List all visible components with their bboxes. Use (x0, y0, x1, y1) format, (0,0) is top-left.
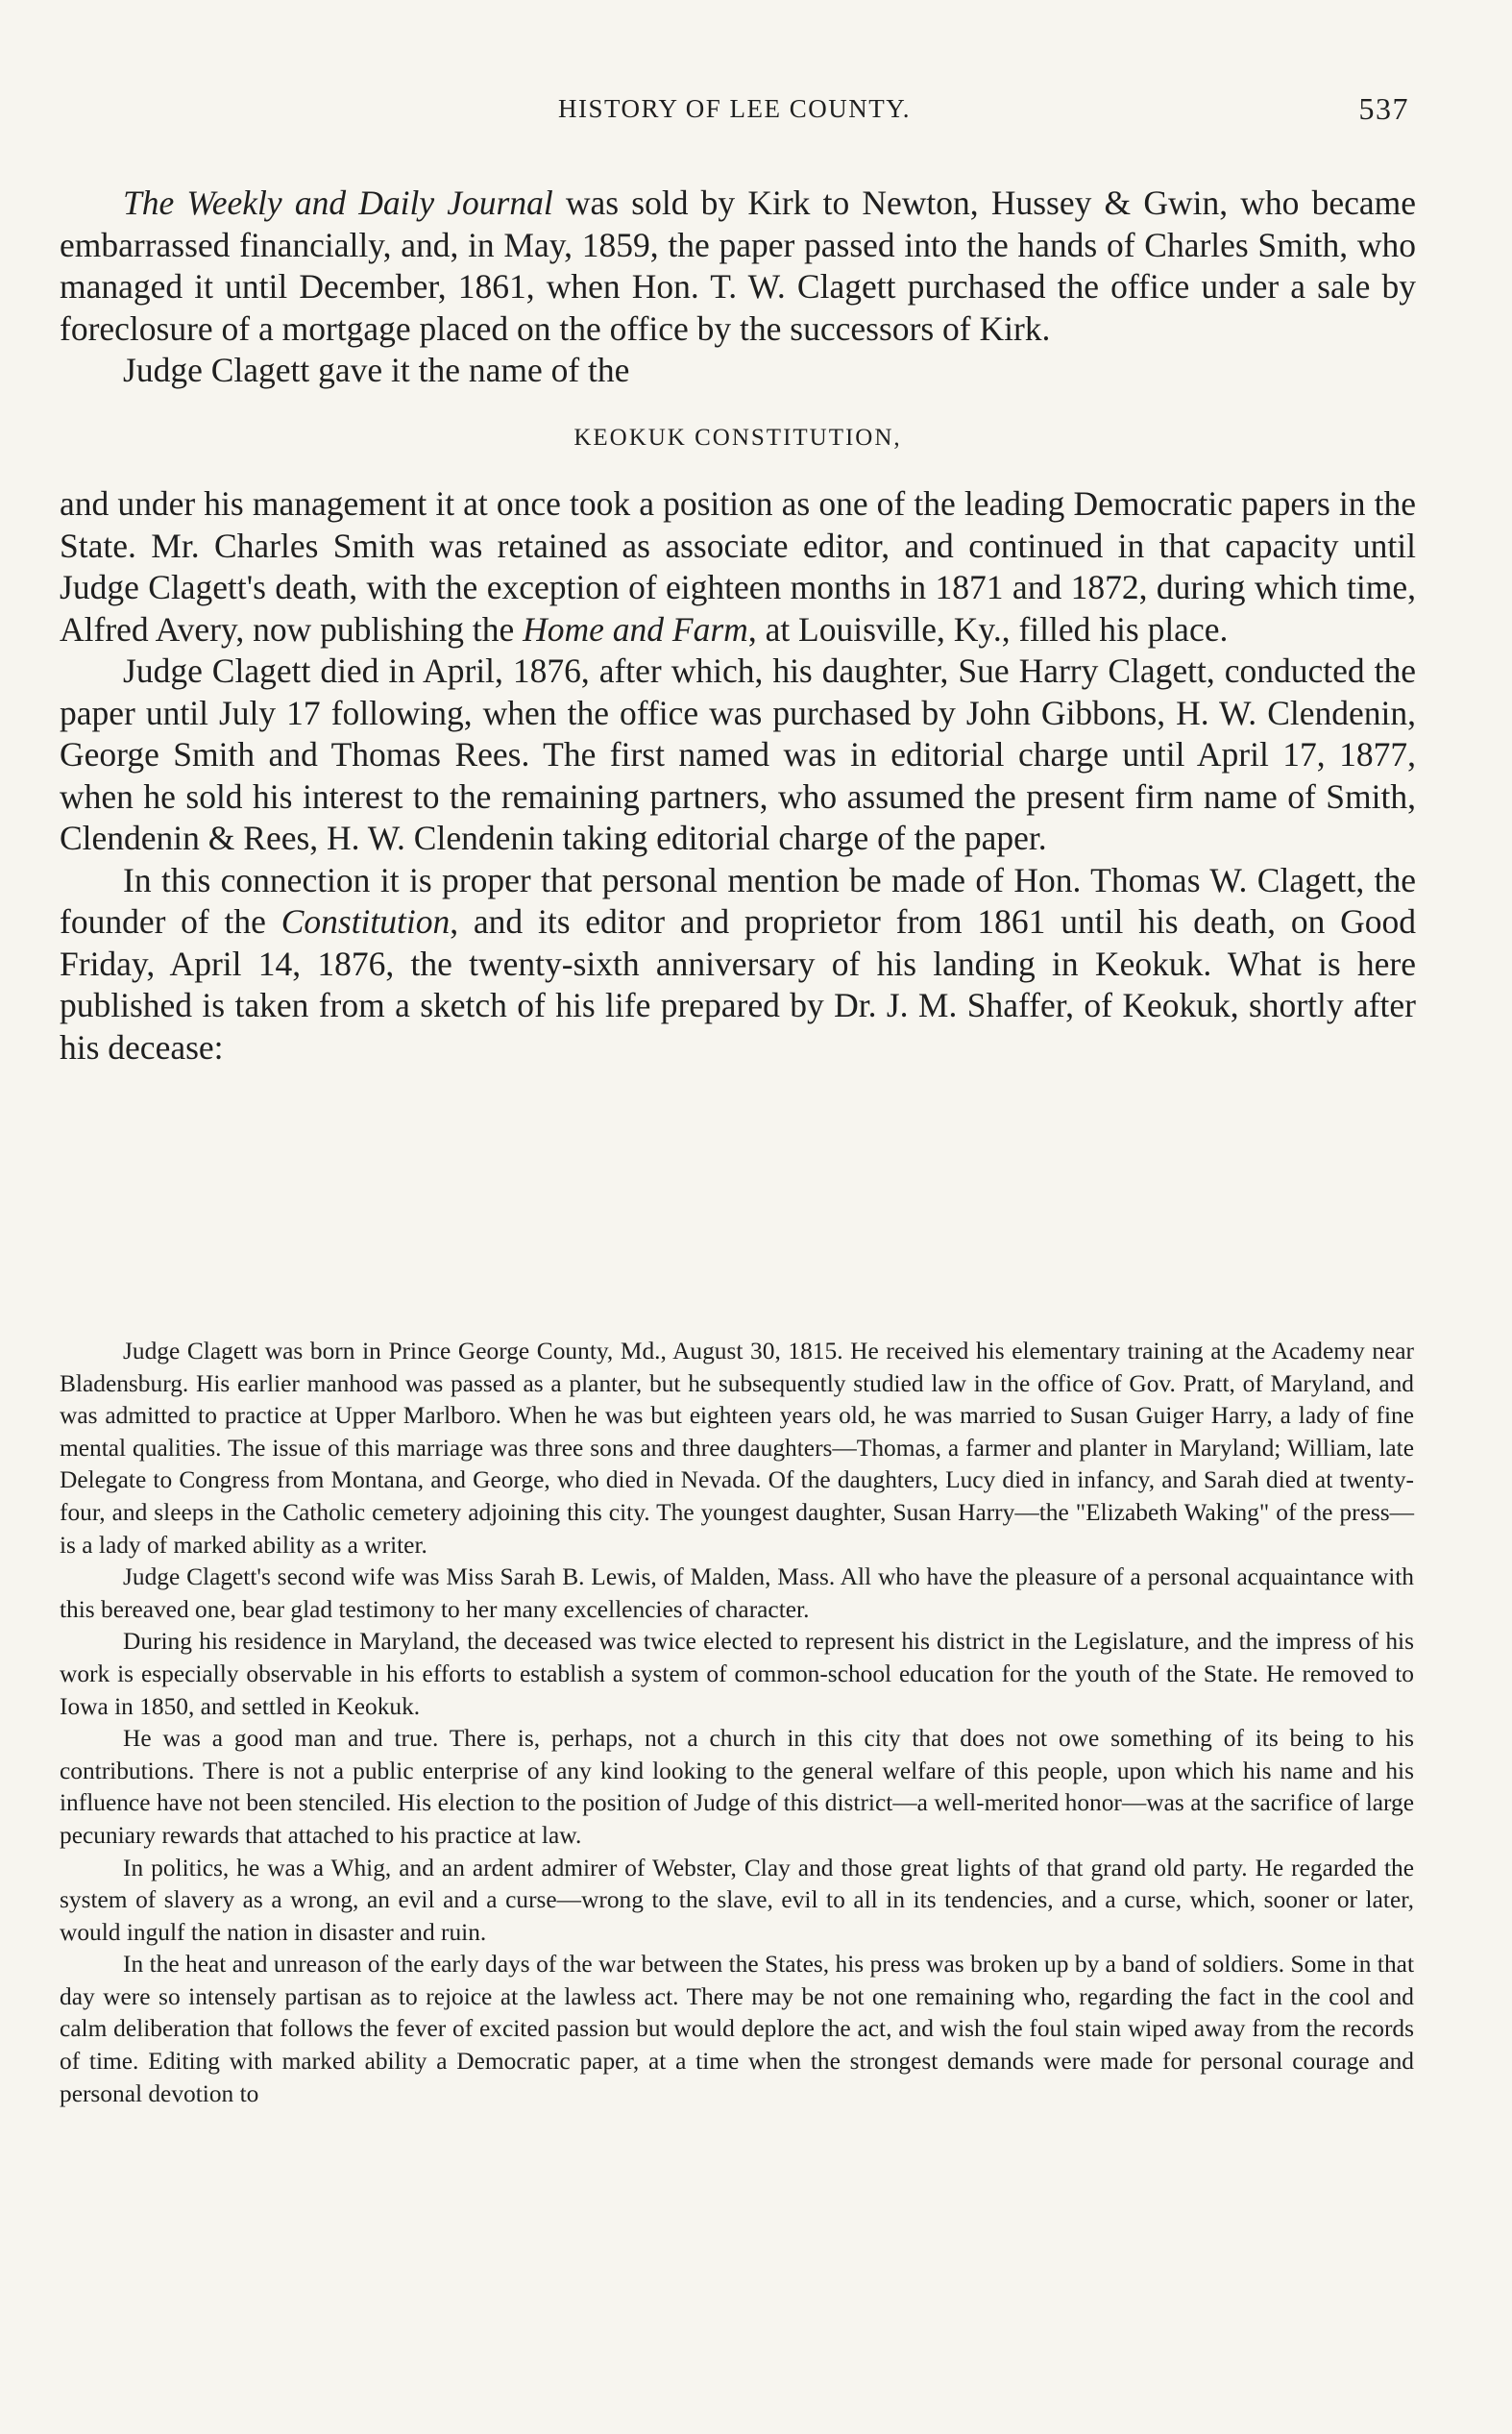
quote-paragraph: In the heat and unreason of the early days of the war between the States, his press was broken up by a band of soldiers. Some in that day were so intensely partisan as to rejoice at the lawless act. There may be not one remaining who, regarding the fact in the cool and calm deliberation that follows the fever of excited passion but would deplore the act, and wish the foul stain wiped away from the records of time. Editing with marked ability a Democratic paper, at a time when the strongest demands were made for personal courage and personal devotion to (60, 1951, 1414, 2107)
quote-paragraph: In politics, he was a Whig, and an ardent admirer of Webster, Clay and those great lights of that grand old party. He regarded the system of slavery as a wrong, an evil and a curse—wrong to the slave, evil to all in its tendencies, and a curse, which, sooner or later, would ingulf the nation in disaster and ruin. (60, 1854, 1414, 1946)
main-text (60, 183, 1416, 1069)
paragraph-text: , at Louisville, Ky., filled his place. (747, 609, 1229, 649)
paragraph (60, 183, 1416, 350)
running-title: HISTORY OF LEE COUNTY. (557, 94, 912, 123)
paragraph-text: and under his management it at once took a position as one of the leading Democratic papers in the State. Mr. Charles Smith was retained as associate editor, and continued in that capacity until Judge Clagett's death, with the exception of eighteen months in 1871 and 1872, during which time, Alfred Avery, now publishing the (60, 484, 1416, 649)
quoted-sketch (60, 1336, 1414, 2110)
paragraph-text: In this connection it is proper that personal mention be made of Hon. Thomas W. Clagett, the founder of the (60, 860, 1416, 941)
paragraph (60, 860, 1416, 1069)
paragraph-text: , and its editor and proprietor from 1861 until his death, on Good Friday, April 14, 1876, the twenty-sixth anniversary of his landing in Keokuk. What is here published is taken from a sketch of his life prepared by Dr. J. M. Shaffer, of Keokuk, shortly after his decease: (60, 902, 1416, 1067)
newspaper-title: The Weekly and Daily Journal (123, 184, 553, 222)
section-subheading: KEOKUK CONSTITUTION, (573, 424, 902, 451)
running-header (60, 91, 1409, 133)
paragraph-text: was sold by Kirk to Newton, Hussey & Gwin, who became embarrassed financially, and, in May, 1859, the paper passed into the hands of Charles Smith, who managed it until December, 1861, when Hon. T. W. Clagett purchased the office under a sale by foreclosure of a mortgage placed on the office by the successors of Kirk. (60, 184, 1416, 348)
newspaper-title: Constitution (280, 902, 451, 941)
paragraph (60, 483, 1416, 651)
quote-paragraph: During his residence in Maryland, the deceased was twice elected to represent his district in the Legislature, and the impress of his work is especially observable in his efforts to establish a system of common-school education for the youth of the State. He removed to Iowa in 1850, and settled in Keokuk. (60, 1628, 1414, 1720)
newspaper-title: Home and Farm (523, 609, 748, 649)
page-number: 537 (1358, 91, 1409, 126)
quote-paragraph: He was a good man and true. There is, perhaps, not a church in this city that does not owe something of its being to his contributions. There is not a public enterprise of any kind looking to the general welfare of this people, upon which his name and his influence have not been stenciled. His election to the position of Judge of this district—a well-merited honor—was at the sacrifice of large pecuniary rewards that attached to his practice at law. (60, 1725, 1414, 1849)
quote-paragraph: Judge Clagett's second wife was Miss Sarah B. Lewis, of Malden, Mass. All who have the pleasure of a personal acquaintance with this bereaved one, bear glad testimony to her many excellencies of character. (60, 1563, 1414, 1623)
quote-paragraph: Judge Clagett was born in Prince George County, Md., August 30, 1815. He received his elementary training at the Academy near Bladensburg. His earlier manhood was passed as a planter, but he subsequently studied law in the office of Gov. Pratt, of Maryland, and was admitted to practice at Upper Marlboro. When he was but eighteen years old, he was married to Susan Guiger Harry, a lady of fine mental qualities. The issue of this marriage was three sons and three daughters—Thomas, a farmer and planter in Maryland; William, late Delegate to Congress from Montana, and George, who died in Nevada. Of the daughters, Lucy died in infancy, and Sarah died at twenty-four, and sleeps in the Catholic cemetery adjoining this city. The youngest daughter, Susan Harry—the "Elizabeth Waking" of the press—is a lady of marked ability as a writer. (60, 1338, 1414, 1559)
paragraph: Judge Clagett died in April, 1876, after which, his daughter, Sue Harry Clagett, conducted the paper until July 17 following, when the office was purchased by John Gibbons, H. W. Clendenin, George Smith and Thomas Rees. The first named was in editorial charge until April 17, 1877, when he sold his interest to the remaining partners, who assumed the present firm name of Smith, Clendenin & Rees, H. W. Clendenin taking editorial charge of the paper. (60, 652, 1416, 857)
paragraph: Judge Clagett gave it the name of the (123, 351, 630, 389)
